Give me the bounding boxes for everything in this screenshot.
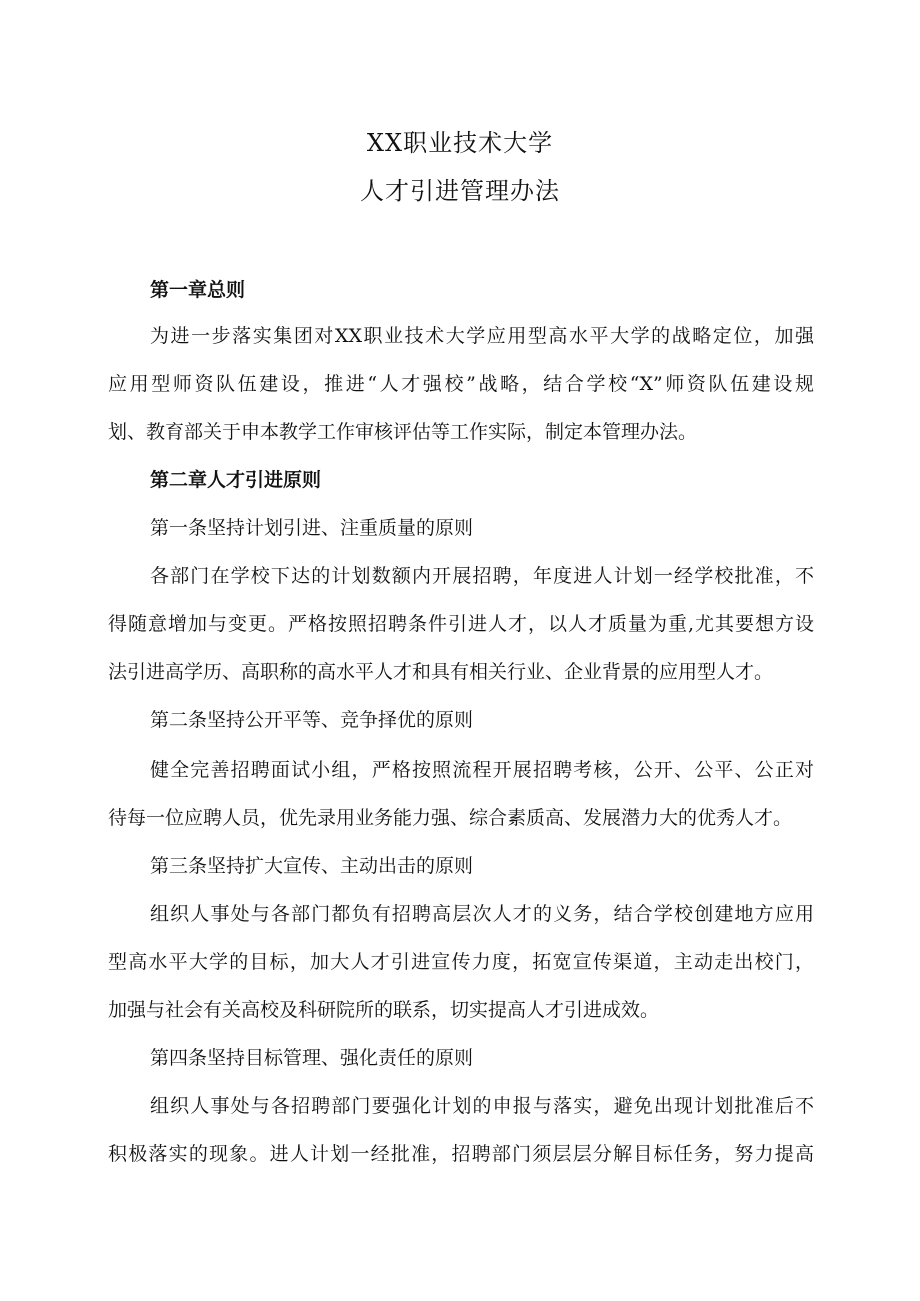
document-title-line2: 人才引进管理办法 bbox=[360, 177, 560, 205]
chapter2-heading: 第二章人才引进原则 bbox=[150, 469, 322, 491]
paragraph-line: 型高水平大学的目标，加大人才引进宣传力度，拓宽宣传渠道，主动走出校门， bbox=[108, 951, 814, 973]
paragraph-line: 组织人事处与各部门都负有招聘高层次人才的义务，结合学校创建地方应用 bbox=[150, 903, 814, 925]
paragraph-line: 法引进高学历、高职称的高水平人才和具有相关行业、企业背景的应用型人才。 bbox=[108, 661, 774, 683]
paragraph-line: 加强与社会有关高校及科研院所的联系，切实提高人才引进成效。 bbox=[108, 999, 660, 1021]
paragraph-line: 应用型师资队伍建设，推进“人才强校”战略，结合学校“X”师资队伍建设规 bbox=[108, 373, 814, 395]
paragraph-line: 待每一位应聘人员，优先录用业务能力强、综合素质高、发展潜力大的优秀人才。 bbox=[108, 807, 793, 829]
paragraph-line: 为进一步落实集团对XX职业技术大学应用型高水平大学的战略定位，加强 bbox=[150, 325, 814, 347]
chapter1-heading: 第一章总则 bbox=[150, 279, 246, 301]
article1-title: 第一条坚持计划引进、注重质量的原则 bbox=[150, 517, 474, 539]
article4-title: 第四条坚持目标管理、强化责任的原则 bbox=[150, 1047, 474, 1069]
paragraph-line: 组织人事处与各招聘部门要强化计划的申报与落实，避免出现计划批准后不 bbox=[150, 1095, 814, 1117]
paragraph-line: 积极落实的现象。进人计划一经批准，招聘部门须层层分解目标任务，努力提高 bbox=[108, 1143, 814, 1165]
paragraph-line: 健全完善招聘面试小组，严格按照流程开展招聘考核，公开、公平、公正对 bbox=[150, 759, 814, 781]
document-title-line1: XX职业技术大学 bbox=[366, 129, 554, 157]
paragraph-line: 得随意增加与变更。严格按照招聘条件引进人才，以人才质量为重,尤其要想方设 bbox=[108, 613, 814, 635]
paragraph-line: 各部门在学校下达的计划数额内开展招聘，年度进人计划一经学校批准，不 bbox=[150, 565, 814, 587]
paragraph-line: 划、教育部关于申本教学工作审核评估等工作实际，制定本管理办法。 bbox=[108, 421, 698, 443]
article2-title: 第二条坚持公开平等、竞争择优的原则 bbox=[150, 709, 474, 731]
article3-title: 第三条坚持扩大宣传、主动出击的原则 bbox=[150, 855, 474, 877]
